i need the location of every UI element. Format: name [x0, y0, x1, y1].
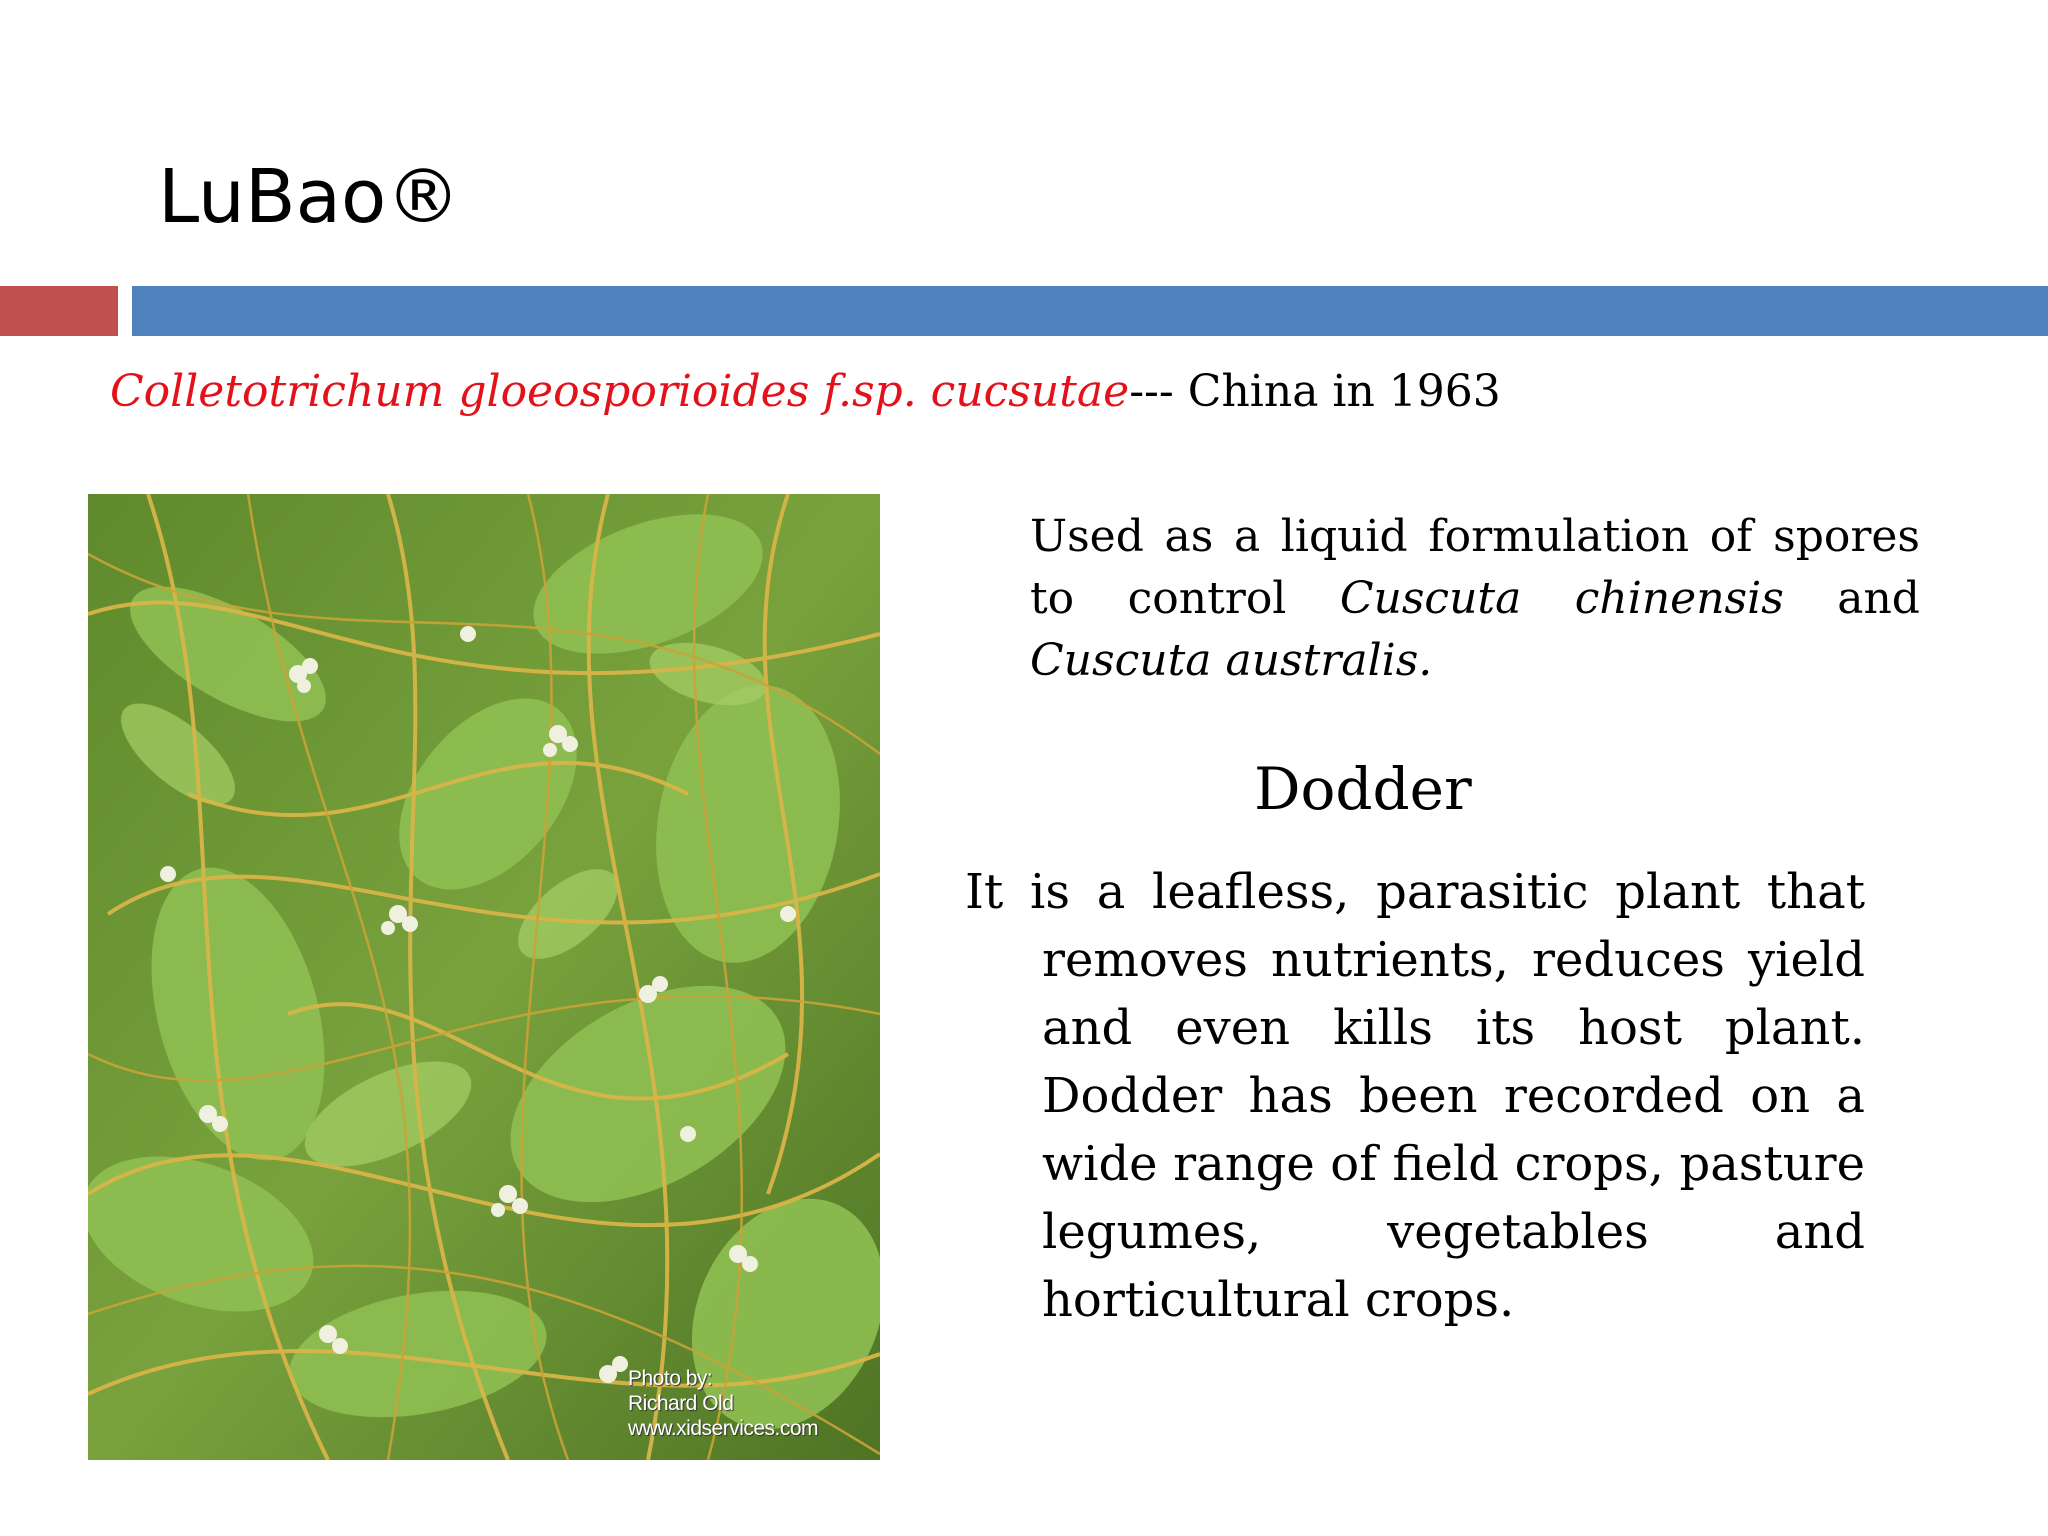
photo-credit-line: Photo by: [628, 1367, 713, 1390]
subtitle-species: Colletotrichum gloeosporioides f.sp. cucsutae [110, 366, 1130, 417]
species-name: Cuscuta australis. [1030, 635, 1433, 686]
accent-bar-red [0, 286, 118, 336]
species-name: Cuscuta chinensis [1339, 573, 1784, 624]
formulation-paragraph [1030, 506, 1920, 692]
subtitle-origin: --- China in 1963 [1129, 366, 1501, 417]
subtitle [110, 366, 1501, 419]
dodder-photo-illustration [88, 494, 880, 1460]
slide-title: LuBao® [158, 154, 461, 240]
formulation-text: Used as a liquid formulation of spores to control [1030, 511, 1920, 624]
photo-credit [628, 1366, 818, 1442]
photo-credit-line: www.xidservices.com [628, 1417, 819, 1441]
photo-credit-line: Richard Old [628, 1392, 734, 1416]
dodder-heading: Dodder [1254, 755, 1472, 823]
accent-bar-blue [132, 286, 2048, 336]
dodder-photo [88, 494, 880, 1460]
dodder-description: It is a leafless, parasitic plant that removes nutrients, reduces yield and even kills its host plant. Dodder has been recorded on a wide range of field crops, pasture legumes, vegetables and horticultural crops. [965, 864, 1865, 1328]
formulation-text: and [1783, 573, 1920, 624]
